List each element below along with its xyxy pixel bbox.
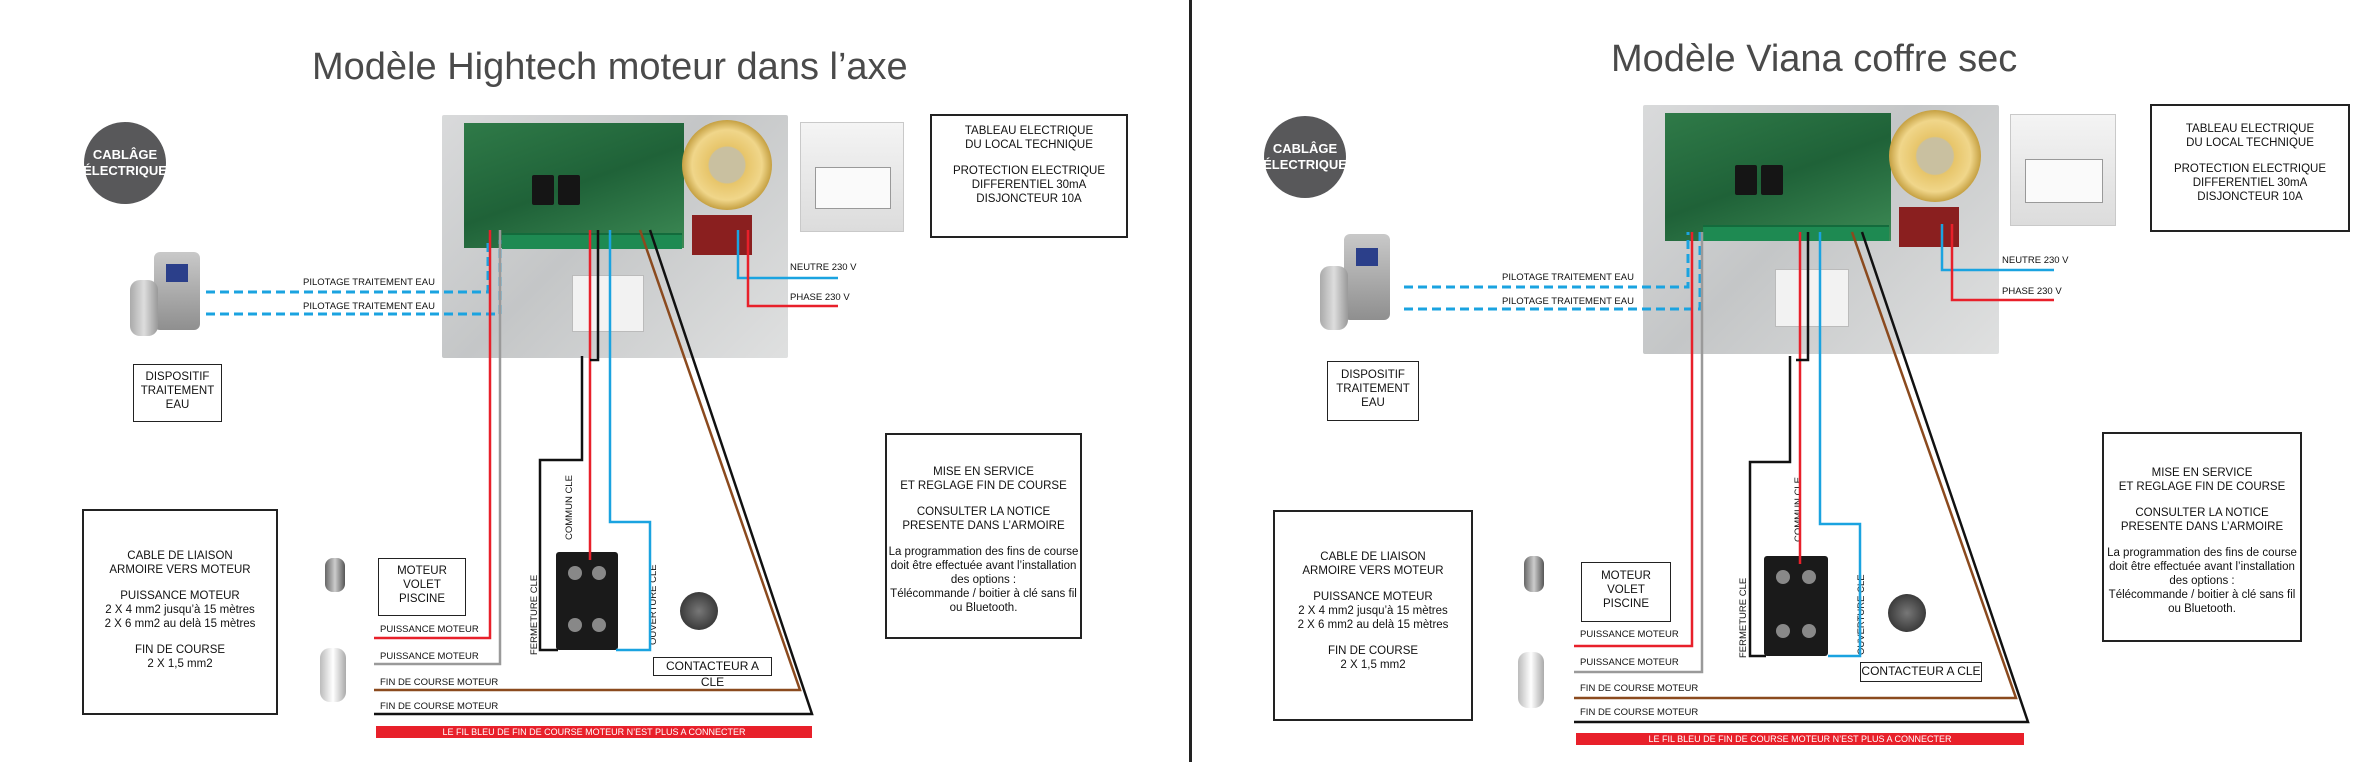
moteur-line: MOTEUR (397, 565, 447, 577)
ouverture-cle-label: OUVERTURE CLE (1856, 574, 1867, 655)
mise-line: MISE EN SERVICE (933, 466, 1034, 478)
fin-course-wire-1 (374, 230, 800, 690)
pilotage-wire-2 (206, 240, 500, 314)
panel-viana (1190, 0, 2380, 762)
fin-course-label-2: FIN DE COURSE MOTEUR (1580, 707, 1699, 718)
neutre-wire (738, 230, 838, 278)
ouverture-cle-wire (610, 230, 650, 650)
mise-line: ET REGLAGE FIN DE COURSE (900, 480, 1067, 492)
badge-line-1: CABLÂGE (92, 147, 158, 162)
cable-line: 2 X 1,5 mm2 (1340, 659, 1406, 671)
neutre-wire (1942, 224, 2054, 270)
mise-line: des options : (950, 574, 1017, 586)
dispositif-line: EAU (1361, 397, 1385, 409)
pilotage-label-1: PILOTAGE TRAITEMENT EAU (1502, 272, 1634, 283)
cable-line: PUISSANCE MOTEUR (120, 590, 240, 602)
phase-label: PHASE 230 V (790, 292, 850, 303)
fin-course-label-1: FIN DE COURSE MOTEUR (1580, 683, 1699, 694)
puissance-wire-2 (1574, 232, 1702, 672)
puissance-label-2: PUISSANCE MOTEUR (1580, 657, 1679, 668)
fermeture-cle-wire-2 (540, 356, 582, 650)
dispositif-line: TRAITEMENT (1336, 383, 1410, 395)
mise-line: CONSULTER LA NOTICE (916, 506, 1051, 518)
puissance-wire-2 (374, 230, 500, 664)
mise-line: ET REGLAGE FIN DE COURSE (2118, 481, 2286, 493)
mise-line: La programmation des fins de course (2107, 547, 2297, 559)
tableau-line: DIFFERENTIEL 30mA (971, 179, 1087, 191)
mise-line: Télécommande / boitier à clé sans fil (890, 588, 1077, 600)
cable-line: FIN DE COURSE (1327, 645, 1419, 657)
puissance-label-2: PUISSANCE MOTEUR (380, 651, 479, 662)
fin-course-wire-1 (1574, 232, 2016, 698)
mise-line: des options : (2169, 575, 2235, 587)
mise-line: Télécommande / boitier à clé sans fil (2108, 589, 2296, 601)
tableau-line: DU LOCAL TECHNIQUE (965, 139, 1093, 151)
puissance-label-1: PUISSANCE MOTEUR (1580, 629, 1679, 640)
cable-line: ARMOIRE VERS MOTEUR (109, 564, 251, 576)
dispositif-line: DISPOSITIF (1341, 369, 1405, 381)
tableau-line: DIFFERENTIEL 30mA (2192, 177, 2308, 189)
puissance-wire-1 (1574, 232, 1692, 646)
badge-line-2: ÉLECTRIQUE (1263, 157, 1347, 172)
badge-line-1: CABLÂGE (1272, 141, 1338, 156)
mise-line: ou Bluetooth. (949, 602, 1018, 614)
warning-bar: LE FIL BLEU DE FIN DE COURSE MOTEUR N’EST PLUS A CONNECTER (376, 726, 812, 738)
moteur-line: VOLET (403, 579, 441, 591)
mise-line: CONSULTER LA NOTICE (2135, 507, 2269, 519)
mise-line: La programmation des fins de course (888, 546, 1079, 558)
moteur-line: PISCINE (398, 593, 445, 605)
cable-line: CABLE DE LIAISON (127, 550, 233, 562)
mise-line: PRESENTE DANS L’ARMOIRE (902, 520, 1065, 532)
mise-line: doit être effectuée avant l’installation (890, 560, 1077, 572)
ouverture-cle-wire (1820, 232, 1860, 656)
commun-cle-label: COMMUN CLE (1793, 477, 1804, 542)
cable-line: 2 X 6 mm2 au delà 15 mètres (1297, 619, 1449, 631)
mise-line: PRESENTE DANS L’ARMOIRE (2120, 521, 2284, 533)
fermeture-cle-wire-2 (1750, 356, 1790, 656)
warning-bar: LE FIL BLEU DE FIN DE COURSE MOTEUR N’EST PLUS A CONNECTER (1576, 733, 2024, 745)
cable-line: 2 X 1,5 mm2 (147, 658, 213, 670)
tableau-line: PROTECTION ELECTRIQUE (2173, 163, 2327, 175)
pilotage-label-2: PILOTAGE TRAITEMENT EAU (303, 301, 435, 312)
tableau-line: DISJONCTEUR 10A (976, 193, 1082, 205)
contacteur-box: CONTACTEUR A CLE (653, 657, 772, 676)
wiring-svg (1190, 0, 2380, 762)
badge-line-2: ÉLECTRIQUE (83, 163, 167, 178)
tableau-line: TABLEAU ELECTRIQUE (964, 125, 1094, 137)
neutre-label: NEUTRE 230 V (2002, 255, 2069, 266)
page-title: Modèle Hightech moteur dans l’axe (312, 46, 908, 88)
moteur-line: VOLET (1607, 584, 1645, 596)
fermeture-cle-label: FERMETURE CLE (1738, 577, 1749, 658)
tableau-line: DU LOCAL TECHNIQUE (2186, 137, 2314, 149)
tableau-line: TABLEAU ELECTRIQUE (2185, 123, 2315, 135)
dispositif-line: TRAITEMENT (140, 385, 215, 397)
contacteur-box: CONTACTEUR A CLE (1860, 662, 1982, 682)
dispositif-line: EAU (165, 399, 190, 411)
tableau-line: DISJONCTEUR 10A (2197, 191, 2303, 203)
commun-cle-label: COMMUN CLE (564, 475, 575, 540)
fermeture-cle-wire (1796, 232, 1808, 360)
pilotage-wire-2 (1404, 232, 1700, 309)
cable-line: 2 X 4 mm2 jusqu’à 15 mètres (1298, 605, 1448, 617)
cable-line: 2 X 6 mm2 au delà 15 mètres (104, 618, 256, 630)
cable-line: 2 X 4 mm2 jusqu’à 15 mètres (105, 604, 255, 616)
dispositif-line: DISPOSITIF (145, 371, 210, 383)
fin-course-label-1: FIN DE COURSE MOTEUR (380, 677, 499, 688)
fermeture-cle-label: FERMETURE CLE (529, 574, 540, 655)
ouverture-cle-label: OUVERTURE CLE (648, 564, 659, 645)
cable-line: CABLE DE LIAISON (1320, 551, 1426, 563)
cable-line: ARMOIRE VERS MOTEUR (1302, 565, 1444, 577)
tableau-line: PROTECTION ELECTRIQUE (952, 165, 1106, 177)
fin-course-label-2: FIN DE COURSE MOTEUR (380, 701, 499, 712)
pilotage-label-2: PILOTAGE TRAITEMENT EAU (1502, 296, 1634, 307)
puissance-label-1: PUISSANCE MOTEUR (380, 624, 479, 635)
cable-line: PUISSANCE MOTEUR (1313, 591, 1433, 603)
mise-line: MISE EN SERVICE (2151, 467, 2253, 479)
cable-line: FIN DE COURSE (134, 644, 226, 656)
phase-wire (748, 230, 838, 306)
moteur-line: PISCINE (1602, 598, 1649, 610)
fin-course-wire-2 (374, 230, 812, 714)
neutre-label: NEUTRE 230 V (790, 262, 857, 273)
phase-wire (1952, 224, 2054, 300)
mise-line: doit être effectuée avant l’installation (2109, 561, 2295, 573)
pilotage-wire-1 (1404, 232, 1688, 287)
phase-label: PHASE 230 V (2002, 286, 2062, 297)
page-title: Modèle Viana coffre sec (1611, 38, 2018, 80)
pilotage-wire-1 (206, 240, 488, 292)
mise-line: ou Bluetooth. (2168, 603, 2236, 615)
pilotage-label-1: PILOTAGE TRAITEMENT EAU (303, 277, 435, 288)
moteur-line: MOTEUR (1601, 570, 1651, 582)
